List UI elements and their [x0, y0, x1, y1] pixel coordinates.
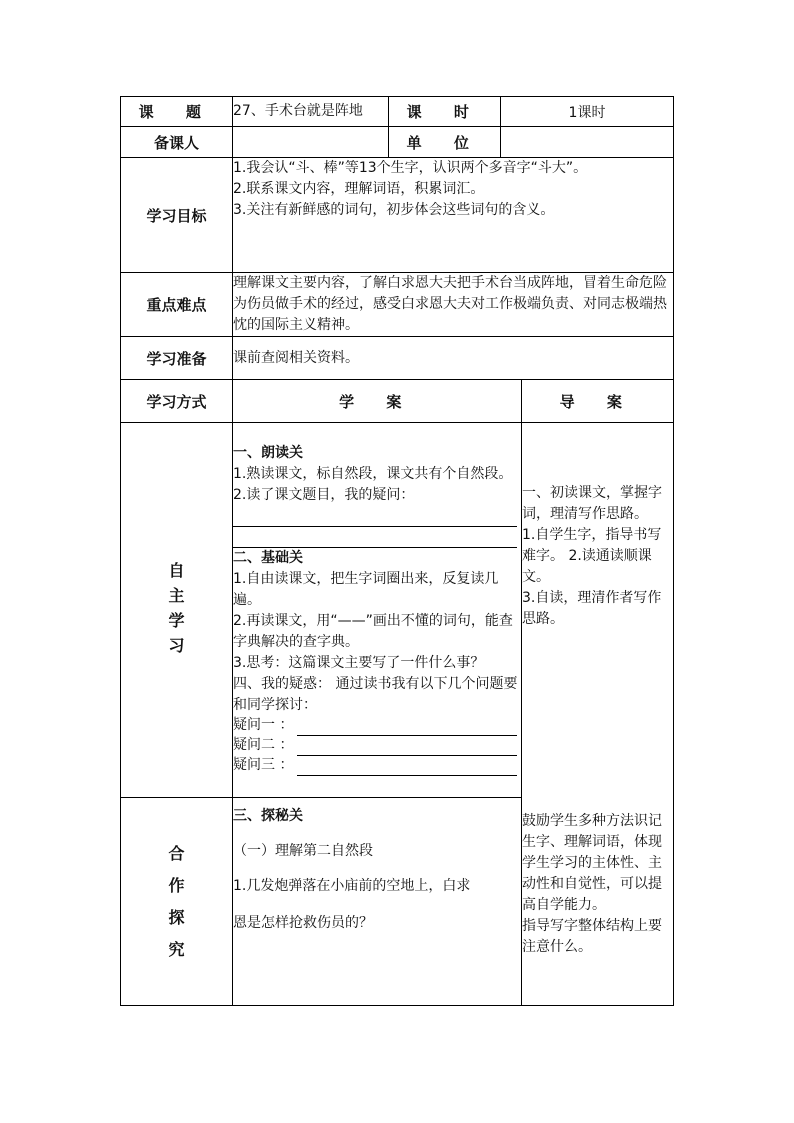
task-item: 2.再读课文，用“——”画出不懂的词句，能查字典解决的查字典。 [233, 613, 513, 650]
section-title: 三、探秘关 [233, 808, 303, 824]
key-points-text: 理解课文主要内容，了解白求恩大夫把手术台当成阵地，冒着生命危险为伤员做手术的经过，感受白求恩大夫对工作极端负责、对同志极端热忱的国际主义精神。 [233, 273, 674, 337]
doubt-blank[interactable] [297, 720, 517, 736]
doubt-label: 疑问三 ： [233, 757, 294, 773]
label-char: 主 [168, 586, 185, 605]
mode-label: 学习方式 [121, 380, 233, 423]
self-study-label [121, 423, 233, 798]
goals-content [233, 158, 674, 273]
sub-title: （一）理解第二自然段 [233, 843, 373, 859]
guide-paragraph: 1.自学生字，指导书写难字。 2.读通读顺课文。 [522, 527, 662, 585]
question-item: 恩是怎样抢救伤员的？ [233, 915, 373, 931]
topic-label: 课 题 [121, 97, 233, 127]
guide-paragraph: 指导写字整体结构上要注意什么。 [522, 918, 662, 955]
cooperation-label [121, 798, 233, 1006]
doubt-line [233, 716, 521, 736]
lesson-plan-table [120, 96, 674, 1006]
row-preparation [121, 337, 674, 380]
row-goals [121, 158, 674, 273]
study-plan-header: 学 案 [233, 380, 522, 423]
doubt-label: 疑问二 ： [233, 737, 294, 753]
row-key-points [121, 273, 674, 337]
label-char: 自 [168, 561, 185, 580]
goal-item: 3.关注有新鲜感的词句，初步体会这些词句的含义。 [233, 202, 555, 218]
self-study-content [233, 423, 522, 798]
doubt-line [233, 756, 521, 776]
key-points-label: 重点难点 [121, 273, 233, 337]
guide-paragraph: 鼓励学生多种方法识记生字、理解词语，体现学生学习的主体性、主动性和自觉性，可以提高自学能力。 [522, 813, 662, 913]
doubt-blank[interactable] [297, 760, 517, 776]
doubt-label: 疑问一 ： [233, 717, 294, 733]
task-item: 1.熟读课文，标自然段，课文共有个自然段。 [233, 466, 513, 482]
label-char: 习 [168, 636, 185, 655]
preparation-text: 课前查阅相关资料。 [233, 337, 674, 380]
guide-content [522, 423, 674, 1006]
goals-label: 学习目标 [121, 158, 233, 273]
task-item: 四、我的疑惑： 通过读书我有以下几个问题要和同学探讨： [233, 676, 518, 713]
question-item: 1.几发炮弹落在小庙前的空地上，白求 [233, 878, 471, 894]
goal-item: 2.联系课文内容，理解词语，积累词汇。 [233, 181, 485, 197]
goal-item: 1.我会认“斗、棒”等13个生字，认识两个多音字“斗大”。 [233, 160, 588, 176]
section-title: 二、基础关 [233, 550, 303, 566]
section-title: 一、朗读关 [233, 445, 303, 461]
answer-blank-line[interactable] [233, 527, 517, 548]
unit-value [501, 127, 674, 158]
task-item: 1.自由读课文，把生字词圈出来，反复读几遍。 [233, 571, 499, 608]
task-item: 3.思考：这篇课文主要写了一件什么事？ [233, 655, 485, 671]
label-char: 探 [168, 907, 185, 927]
hours-value: 1课时 [501, 97, 674, 127]
hours-label: 课 时 [389, 97, 501, 127]
doubt-blank[interactable] [297, 740, 517, 756]
row-preparer [121, 127, 674, 158]
guide-paragraph: 3.自读，理清作者写作思路。 [522, 590, 662, 627]
guide-plan-header: 导 案 [522, 380, 674, 423]
preparation-label: 学习准备 [121, 337, 233, 380]
label-char: 合 [168, 843, 185, 863]
row-self-study [121, 423, 674, 798]
label-char: 作 [168, 875, 185, 895]
topic-value: 27、手术台就是阵地 [233, 97, 389, 127]
preparer-label: 备课人 [121, 127, 233, 158]
guide-paragraph: 一、初读课文，掌握字词，理清写作思路。 [522, 485, 662, 522]
task-item: 2.读了课文题目，我的疑问： [233, 487, 415, 503]
answer-blank-line[interactable] [233, 506, 517, 527]
label-char: 究 [168, 939, 185, 959]
unit-label: 单 位 [389, 127, 501, 158]
doubt-line [233, 736, 521, 756]
cooperation-content [233, 798, 522, 1006]
label-char: 学 [168, 611, 185, 630]
preparer-value [233, 127, 389, 158]
row-mode [121, 380, 674, 423]
row-topic [121, 97, 674, 127]
